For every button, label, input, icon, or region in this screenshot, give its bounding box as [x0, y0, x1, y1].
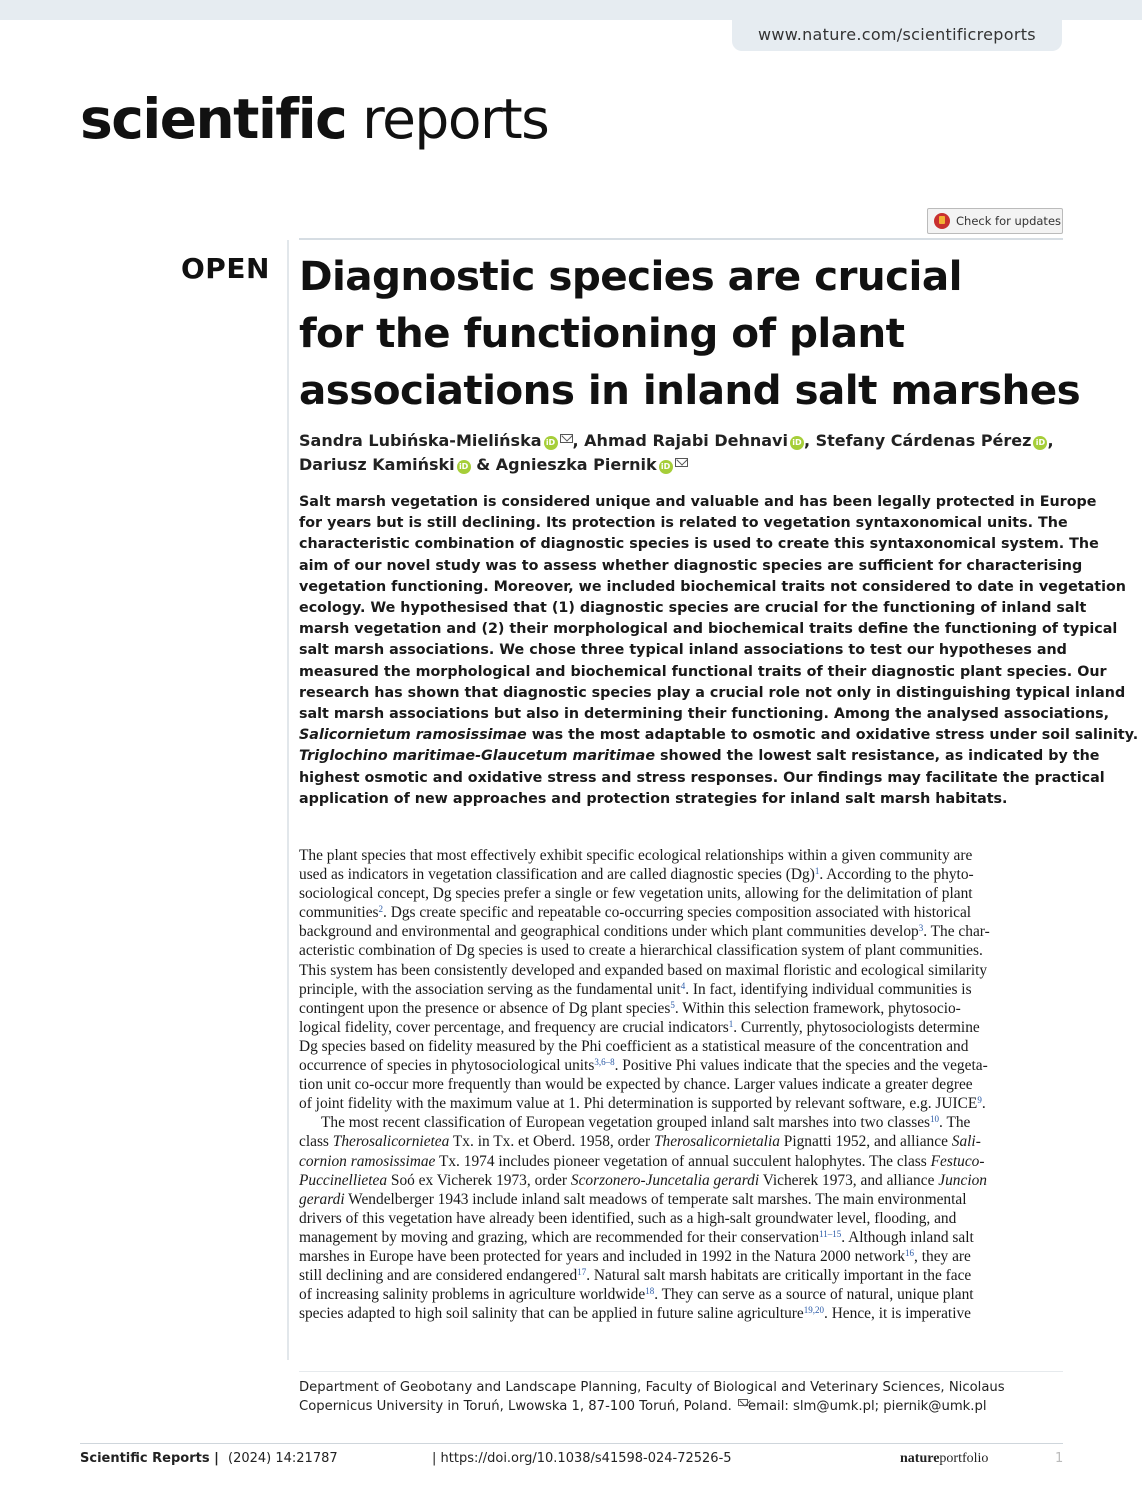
citation-link[interactable]: 1	[728, 1018, 734, 1029]
orcid-icon[interactable]: iD	[457, 460, 471, 474]
citation-link[interactable]: 17	[577, 1267, 587, 1278]
abstract-line: aim of our novel study was to assess whether diagnostic species are sufficient for characterising	[299, 557, 1083, 574]
journal-logo-bold: scientific	[80, 87, 347, 151]
citation-link[interactable]: 5	[670, 999, 675, 1010]
citation-link[interactable]: 2	[378, 904, 384, 915]
journal-url[interactable]: www.nature.com/scientificreports	[732, 17, 1062, 51]
abstract	[299, 492, 1139, 810]
body-line: class Therosalicornietea Tx. in Tx. et Oberd. 1958, order Therosalicornietalia Pignatti 1952, and alliance Sali-	[299, 1133, 981, 1151]
citation-link[interactable]: 4	[680, 980, 686, 991]
affiliation	[299, 1378, 1063, 1416]
body-line: background and environmental and geographical conditions under which plant communities develop$^3$. The char-	[299, 923, 990, 941]
footer-volume: (2024) 14:21787	[228, 1451, 338, 1466]
author-separator: &	[470, 455, 496, 474]
body-line: The plant species that most effectively exhibit specific ecological relationships within a given community are	[299, 847, 973, 864]
body-line: contingent upon the presence or absence of Dg plant species$^5$. Within this selection framework, phytosocio-	[299, 999, 961, 1017]
abstract-line: research has shown that diagnostic species play a crucial role not only in distinguishing typical inland	[299, 684, 1126, 701]
page-number: 1	[1055, 1451, 1064, 1466]
citation-link[interactable]: 19,20	[803, 1305, 824, 1316]
body-line: cornion ramosissimae Tx. 1974 includes pioneer vegetation of annual succulent halophytes. The class Festuco-	[299, 1152, 985, 1170]
orcid-icon[interactable]: iD	[790, 436, 804, 450]
journal-logo-light: reports	[346, 87, 549, 151]
body-line: species adapted to high soil salinity that can be applied in future saline agriculture$^{19,20}$. Hence, it is imperative	[299, 1305, 972, 1323]
body-line: Puccinellietea Soó ex Vicherek 1973, order Scorzonero-Juncetalia gerardi Vicherek 1973, and alliance Juncion	[299, 1171, 987, 1189]
body-line: still declining and are considered endangered$^{17}$. Natural salt marsh habitats are critically important in the face	[299, 1267, 972, 1285]
abstract-line: marsh vegetation and (2) their morphological and biochemical traits define the functioning of typical	[299, 621, 1118, 638]
author-line	[299, 429, 1063, 453]
affiliation-line: Copernicus University in Toruń, Lwowska 1, 87-100 Toruń, Poland. email: slm@umk.pl; piernik@umk.pl	[299, 1399, 987, 1414]
abstract-line: salt marsh associations but also in determining their functioning. Among the analysed associations,	[299, 706, 1110, 723]
species-name: Salicornietum ramosissimae	[299, 727, 527, 744]
title-line: associations in inland salt marshes	[299, 366, 1081, 414]
abstract-line: vegetation functioning. Moreover, we included biochemical traits not considered to date in vegetation	[299, 578, 1126, 595]
body-line: occurrence of species in phytosociological units$^{3,6-8}$. Positive Phi values indicate that the species and the vegeta-	[299, 1057, 988, 1075]
author-name[interactable]: Agnieszka Piernik	[495, 455, 657, 474]
margin-divider	[287, 240, 289, 1360]
citation-link[interactable]: 1	[814, 866, 820, 877]
affiliation-divider	[299, 1371, 1063, 1372]
body-line: sociological concept, Dg species prefer a single or few vegetation units, allowing for the delimitation of plant	[299, 885, 973, 903]
email-icon	[738, 1399, 748, 1406]
abstract-line: Salt marsh vegetation is considered unique and valuable and has been legally protected in Europe	[299, 494, 1097, 510]
body-line: of joint fidelity with the maximum value at 1. Phi determination is supported by relevant software, e.g. JUICE$^9$.	[299, 1095, 986, 1113]
abstract-line	[299, 725, 1139, 746]
email-icon[interactable]	[560, 434, 573, 443]
footer-journal: Scientific Reports |	[80, 1451, 219, 1466]
citation-link[interactable]: 10	[930, 1114, 940, 1125]
abstract-text: was the most adaptable to osmotic and oxidative stress under soil salinity.	[526, 727, 1139, 744]
orcid-icon[interactable]: iD	[544, 436, 558, 450]
citation-link[interactable]: 16	[905, 1247, 915, 1258]
title-line: Diagnostic species are crucial	[299, 252, 962, 300]
journal-logo[interactable]	[80, 87, 549, 151]
body-line: This system has been consistently developed and expanded based on maximal floristic and ecological similarity	[299, 961, 988, 979]
citation-link[interactable]: 3	[918, 923, 924, 934]
author-name[interactable]: Dariusz Kamiński	[299, 455, 455, 474]
author-separator: ,	[1047, 431, 1054, 450]
check-updates-icon	[934, 213, 950, 229]
body-line: acteristic combination of Dg species is used to create a hierarchical classification system of plant communities.	[299, 942, 983, 960]
body-line: The most recent classification of European vegetation grouped inland salt marshes into two classes$^{10}$. The	[321, 1114, 971, 1132]
abstract-line: ecology. We hypothesised that (1) diagnostic species are crucial for the functioning of inland salt	[299, 600, 1087, 617]
body-line: of increasing salinity problems in agriculture worldwide$^{18}$. They can serve as a source of natural, unique plant	[299, 1286, 974, 1304]
author-name[interactable]: Sandra Lubińska-Mielińska	[299, 431, 542, 450]
open-access-label: OPEN	[181, 252, 270, 285]
abstract-line: highest osmotic and oxidative stress and stress responses. Our findings may facilitate the practical	[299, 769, 1105, 786]
email-addresses[interactable]: email: slm@umk.pl; piernik@umk.pl	[748, 1399, 987, 1414]
body-text	[299, 846, 1063, 1323]
article-title	[299, 248, 1081, 419]
author-name[interactable]: Stefany Cárdenas Pérez	[815, 431, 1032, 450]
species-name: Triglochino maritimae-Glaucetum maritimae	[299, 748, 656, 765]
abstract-line: application of new approaches and protection strategies for inland salt marsh habitats.	[299, 790, 1008, 807]
author-line	[299, 453, 1063, 477]
citation-link[interactable]: 3,6–8	[594, 1057, 615, 1068]
abstract-text: showed the lowest salt resistance, as indicated by the	[655, 748, 1100, 765]
abstract-line: for years but is still declining. Its protection is related to vegetation syntaxonomical units. The	[299, 515, 1068, 532]
body-line: management by moving and grazing, which are recommended for their conservation$^{11-15}$. Although inland salt	[299, 1228, 974, 1246]
author-separator: ,	[803, 431, 816, 450]
body-line: communities$^2$. Dgs create specific and repeatable co-occurring species composition associated with historical	[299, 904, 972, 922]
header-divider	[299, 238, 1063, 240]
body-line: logical fidelity, cover percentage, and frequency are crucial indicators$^1$. Currently, phytosociologists determine	[299, 1018, 980, 1036]
abstract-line: salt marsh associations. We chose three typical inland associations to test our hypotheses and	[299, 642, 1067, 659]
abstract-line	[299, 746, 1100, 767]
body-line: principle, with the association serving as the fundamental unit$^4$. In fact, identifying individual communities is	[299, 980, 972, 998]
body-line: gerardi Wendelberger 1943 include inland salt meadows of temperate salt marshes. The main environmental	[299, 1190, 967, 1208]
abstract-line: characteristic combination of diagnostic species is used to create this syntaxonomical system. The	[299, 536, 1099, 553]
author-name[interactable]: Ahmad Rajabi Dehnavi	[584, 431, 788, 450]
body-line: tion unit co-occur more frequently than would be expected by chance. Larger values indicate a greater degree	[299, 1076, 973, 1094]
orcid-icon[interactable]: iD	[659, 460, 673, 474]
footer-doi-link[interactable]: | https://doi.org/10.1038/s41598-024-72526-5	[432, 1451, 732, 1466]
check-updates-label: Check for updates	[956, 214, 1062, 228]
footer-divider	[80, 1443, 1063, 1444]
orcid-icon[interactable]: iD	[1033, 436, 1047, 450]
body-line: Dg species based on fidelity measured by the Phi coefficient as a statistical measure of the concentration and	[299, 1037, 969, 1055]
affiliation-line: Department of Geobotany and Landscape Planning, Faculty of Biological and Veterinary Sciences, Nicolaus	[299, 1380, 1005, 1395]
citation-link[interactable]: 18	[645, 1286, 655, 1297]
abstract-line: measured the morphological and biochemical functional traits of their diagnostic plant species. Our	[299, 663, 1107, 680]
nature-portfolio-logo[interactable]: natureportfolio	[900, 1451, 989, 1466]
author-list	[299, 429, 1063, 477]
citation-link[interactable]: 9	[977, 1095, 982, 1106]
body-line: drivers of this vegetation have already been identified, such as a high-salt groundwater level, flooding, and	[299, 1209, 957, 1227]
citation-link[interactable]: 11–15	[819, 1228, 842, 1239]
author-separator: ,	[572, 431, 585, 450]
body-line: marshes in Europe have been protected for years and included in 1992 in the Natura 2000 network$^{16}$, they are	[299, 1247, 971, 1265]
title-line: for the functioning of plant	[299, 309, 905, 357]
body-line: used as indicators in vegetation classification and are called diagnostic species $(Dg)^1$. According to the phyto-	[299, 866, 974, 884]
check-for-updates-button[interactable]	[927, 208, 1063, 234]
email-icon[interactable]	[675, 458, 688, 467]
